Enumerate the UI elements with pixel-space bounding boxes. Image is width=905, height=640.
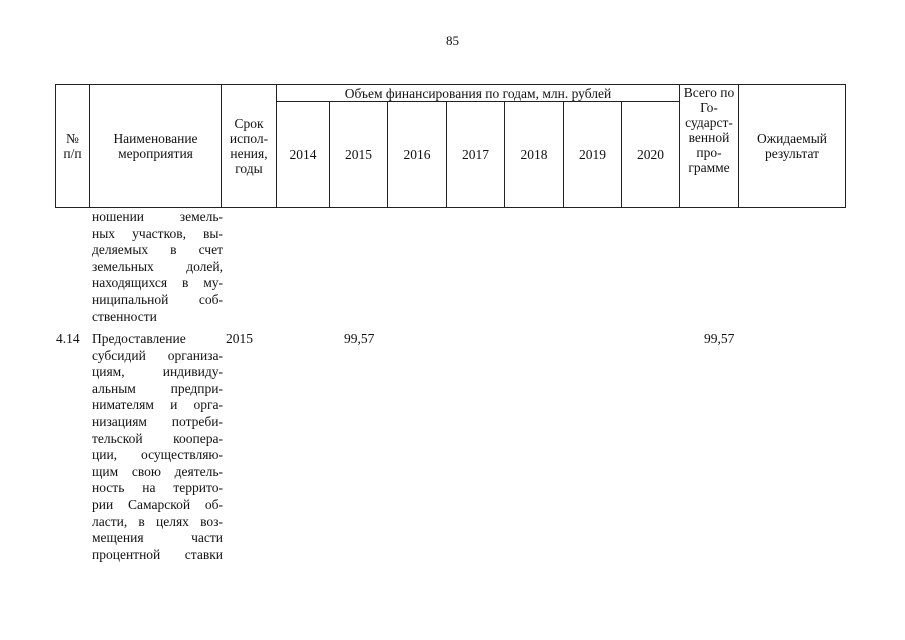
header-year: 2020 [622,102,680,208]
row-term: 2015 [226,331,253,346]
header-year: 2015 [330,102,388,208]
header-year: 2014 [277,102,330,208]
header-num: № п/п [56,85,90,208]
row-description: Предоставление субсидий организа- циям, индивиду- альным предпри- нимателям и орга- низациям потреби- тельской коопера- ции, осуществляю- щим свою деятель- ность на террито- рии Самарской об- ласти, в целях воз- мещения части процентной ставки [92,331,223,562]
row-value-2015: 99,57 [344,331,375,346]
header-term: Срок испол- нения, годы [222,85,277,208]
header-name: Наименование мероприятия [90,85,222,208]
header-total: Всего по Го- сударст- венной про- грамме [680,85,739,208]
header-result: Ожидаемый результат [739,85,846,208]
row-total: 99,57 [704,331,735,346]
page-number: 85 [446,33,459,48]
header-year: 2016 [388,102,447,208]
row-number: 4.14 [56,331,80,346]
table-header [55,84,846,208]
header-year: 2017 [447,102,505,208]
header-year: 2018 [505,102,564,208]
continued-text: ношении земель- ных участков, вы- деляемых в счет земельных долей, находящихся в му- ниципальной соб- ственности [92,209,223,324]
header-volume-title: Объем финансирования по годам, млн. рублей [277,85,680,102]
header-year: 2019 [564,102,622,208]
